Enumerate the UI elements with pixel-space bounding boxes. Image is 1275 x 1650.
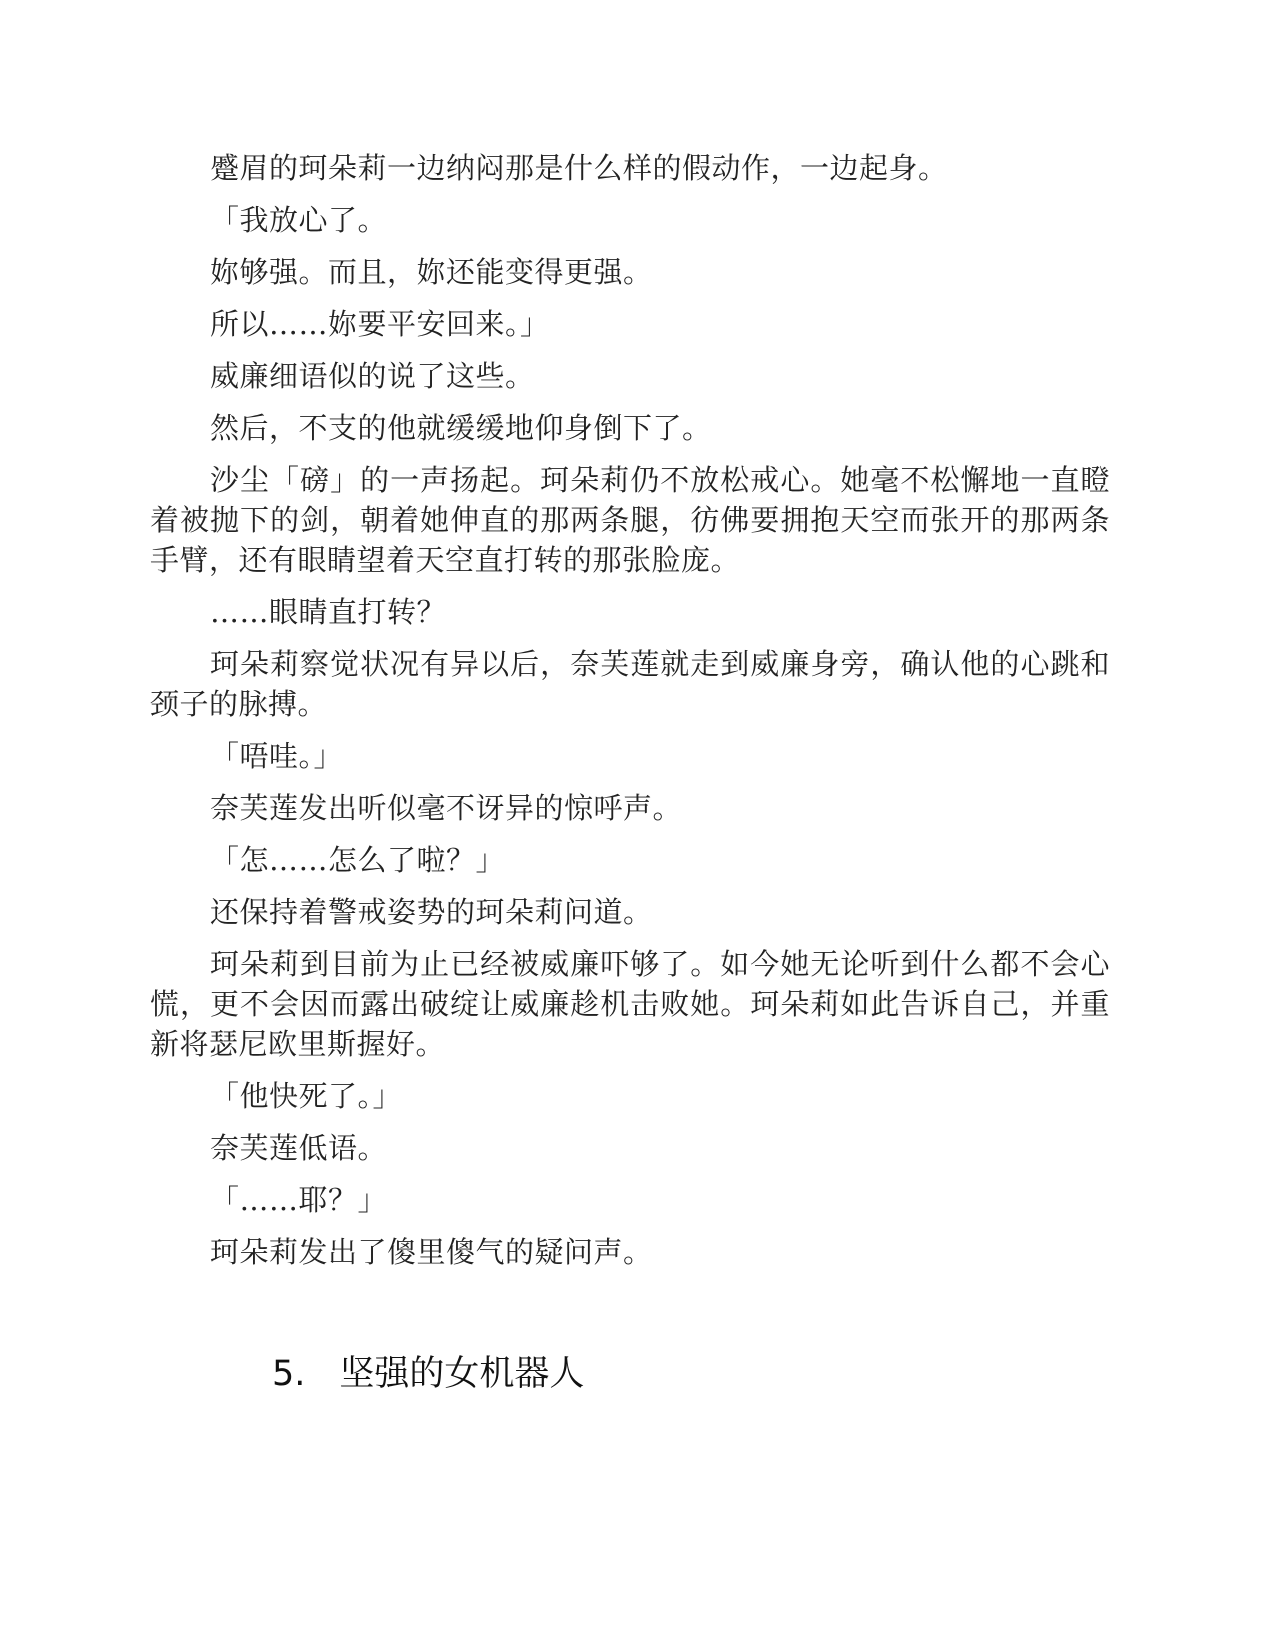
paragraph: 珂朵莉发出了傻里傻气的疑问声。 [210,1235,653,1269]
chapter-number: 5. [272,1354,306,1394]
paragraph: 「怎……怎么了啦？」 [210,843,506,877]
paragraph: 所以……妳要平安回来。」 [210,307,550,341]
body-text [150,148,1110,1284]
paragraph: 奈芙莲发出听似毫不讶异的惊呼声。 [210,791,683,825]
paragraph: 珂朵莉察觉状况有异以后，奈芙莲就走到威廉身旁，确认他的心跳和颈子的脉搏。 [150,647,1110,721]
chapter-title: 坚强的女机器人 [339,1354,585,1394]
paragraph: 「唔哇。」 [210,739,344,773]
paragraph: 还保持着警戒姿势的珂朵莉问道。 [210,895,653,929]
paragraph: 妳够强。而且，妳还能变得更强。 [210,255,653,289]
paragraph: 「他快死了。」 [210,1079,403,1113]
paragraph: ……眼睛直打转？ [210,595,447,629]
paragraph: 珂朵莉到目前为止已经被威廉吓够了。如今她无论听到什么都不会心慌，更不会因而露出破绽让威廉趁机击败她。珂朵莉如此告诉自己，并重新将瑟尼欧里斯握好。 [150,947,1110,1061]
paragraph: 蹙眉的珂朵莉一边纳闷那是什么样的假动作，一边起身。 [210,151,948,185]
paragraph: 「我放心了。 [210,203,388,237]
paragraph: 威廉细语似的说了这些。 [210,359,535,393]
chapter-heading [272,1352,584,1396]
paragraph: 然后，不支的他就缓缓地仰身倒下了。 [210,411,712,445]
paragraph: 奈芙莲低语。 [210,1131,388,1165]
paragraph: 「……耶？」 [210,1183,388,1217]
paragraph: 沙尘「磅」的一声扬起。珂朵莉仍不放松戒心。她毫不松懈地一直瞪着被抛下的剑，朝着她伸直的那两条腿，彷佛要拥抱天空而张开的那两条手臂，还有眼睛望着天空直打转的那张脸庞。 [150,463,1110,577]
